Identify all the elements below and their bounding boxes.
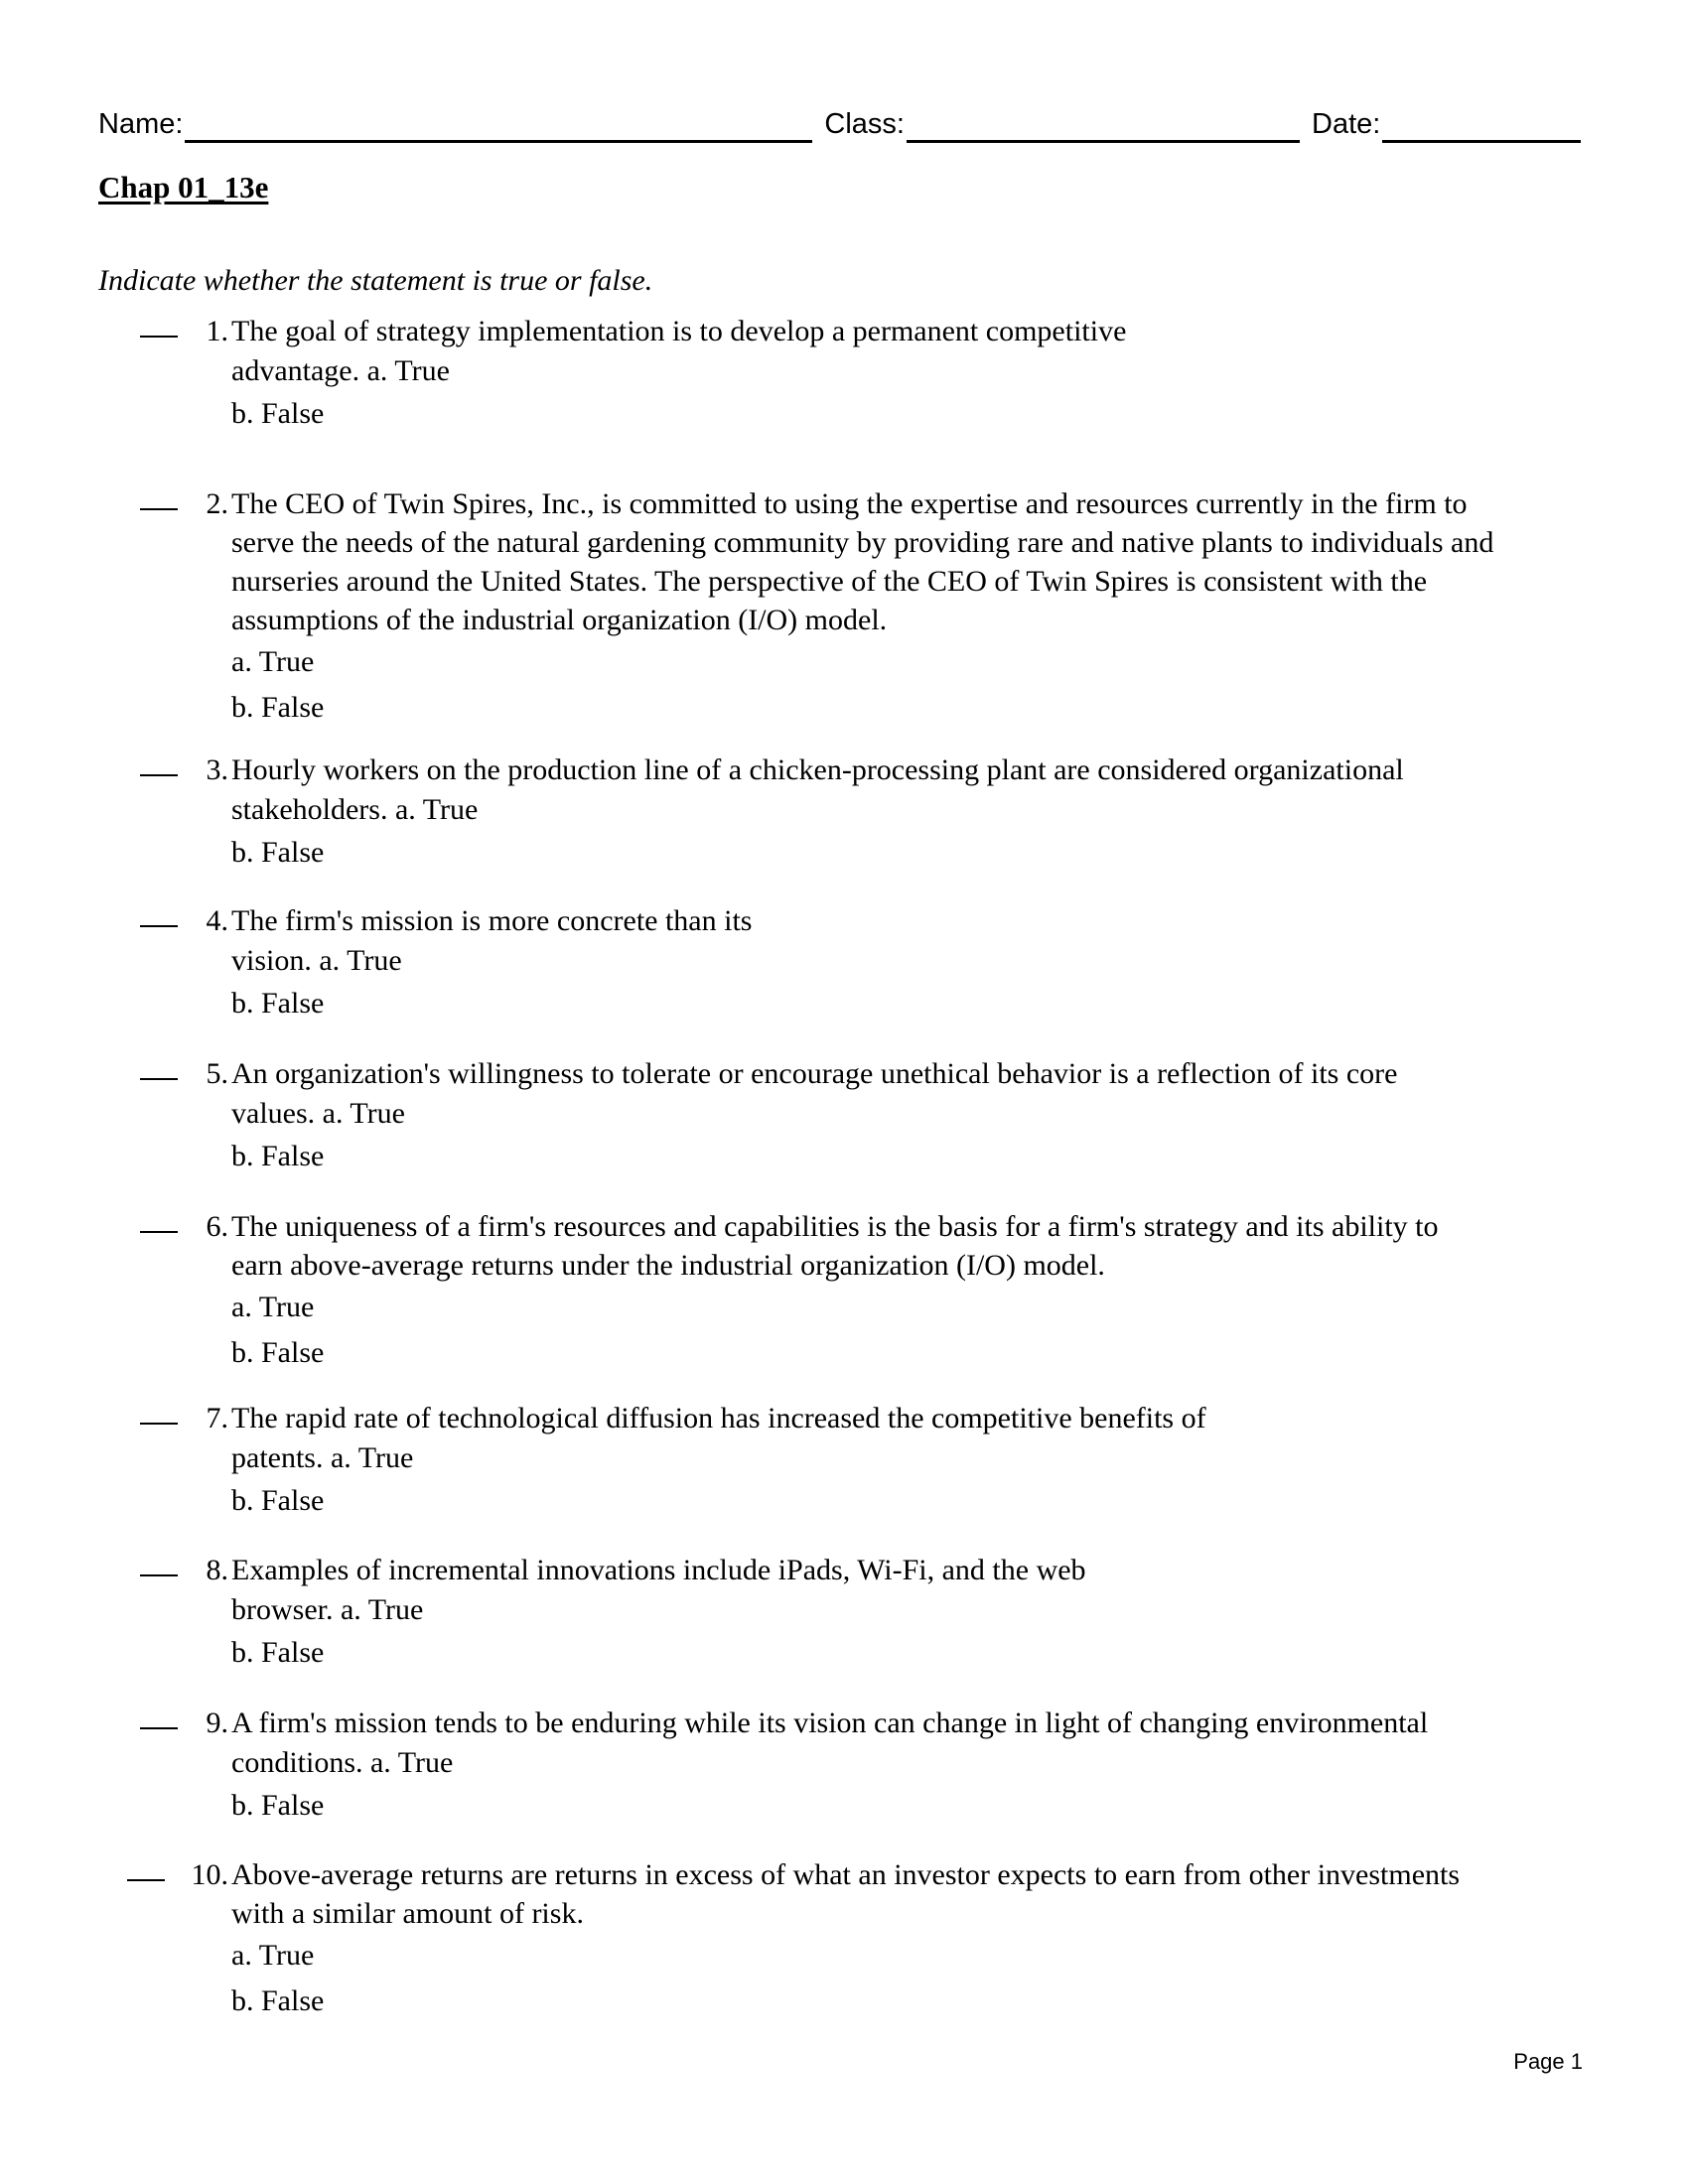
question-text-line: stakeholders. a. True (231, 793, 479, 826)
question-body (231, 901, 1562, 1026)
question-text-line: The CEO of Twin Spires, Inc., is committed to using the expertise and resources currently in the firm to (231, 487, 1468, 520)
question-number: 5. (206, 1057, 228, 1090)
question-number: 6. (206, 1210, 228, 1243)
question-text-line: The rapid rate of technological diffusion has increased the competitive benefits of (231, 1402, 1206, 1434)
answer-option: b. False (231, 1636, 325, 1669)
answer-option: b. False (231, 397, 325, 430)
page-title: Chap 01_13e (98, 170, 269, 205)
answer-option: b. False (231, 1140, 325, 1172)
answer-option: a. True (231, 1291, 315, 1323)
question-text-line: nurseries around the United States. The perspective of the CEO of Twin Spires is consistent with the (231, 565, 1428, 598)
answer-option: b. False (231, 836, 325, 869)
question-text-line: with a similar amount of risk. (231, 1897, 584, 1930)
question-text-line: Hourly workers on the production line of a chicken-processing plant are considered organizational (231, 753, 1404, 786)
question-body (231, 1399, 1562, 1524)
question-text-line: serve the needs of the natural gardening community by providing rare and native plants to individuals and (231, 526, 1494, 559)
question-text-line: The firm's mission is more concrete than its (231, 904, 753, 937)
question-text-line: advantage. a. True (231, 354, 450, 387)
question-text-line: Examples of incremental innovations include iPads, Wi-Fi, and the web (231, 1554, 1086, 1586)
question-text-line: patents. a. True (231, 1441, 414, 1474)
class-label: Class: (824, 108, 905, 140)
question-number: 9. (206, 1706, 228, 1739)
question-text-line: The uniqueness of a firm's resources and capabilities is the basis for a firm's strategy and its ability to (231, 1210, 1439, 1243)
student-info-header (98, 99, 1583, 143)
answer-option: b. False (231, 987, 325, 1020)
question-number: 8. (206, 1554, 228, 1586)
question-text-line: A firm's mission tends to be enduring while its vision can change in light of changing environmental (231, 1706, 1429, 1739)
name-blank (185, 110, 812, 143)
answer-option: a. True (231, 645, 315, 678)
question-text-line: browser. a. True (231, 1593, 424, 1626)
question-text-line: values. a. True (231, 1097, 405, 1130)
answer-option: b. False (231, 1336, 325, 1369)
question-body (231, 484, 1562, 731)
question-body (231, 1551, 1562, 1676)
question-number: 7. (206, 1402, 228, 1434)
instruction-text: Indicate whether the statement is true or false. (98, 264, 653, 297)
question-body (231, 1855, 1562, 2024)
answer-option: a. True (231, 1939, 315, 1972)
answer-option: b. False (231, 1484, 325, 1517)
question-text-line: An organization's willingness to tolerate or encourage unethical behavior is a reflection of its core (231, 1057, 1398, 1090)
answer-option: b. False (231, 1789, 325, 1822)
question-text-line: Above-average returns are returns in excess of what an investor expects to earn from other investments (231, 1858, 1461, 1891)
name-label: Name: (98, 108, 184, 140)
date-blank (1382, 110, 1581, 143)
question-number: 1. (206, 315, 228, 347)
question-text-line: conditions. a. True (231, 1746, 454, 1779)
question-text-line: vision. a. True (231, 944, 402, 977)
page-number: Page 1 (1513, 2049, 1583, 2074)
question-body (231, 1704, 1562, 1829)
answer-option: b. False (231, 691, 325, 724)
question-number: 3. (206, 753, 228, 786)
date-label: Date: (1312, 108, 1381, 140)
question-text-line: assumptions of the industrial organization (I/O) model. (231, 604, 888, 636)
question-number: 2. (206, 487, 228, 520)
question-text-line: earn above-average returns under the industrial organization (I/O) model. (231, 1249, 1105, 1282)
question-number: 10. (191, 1858, 228, 1891)
answer-option: b. False (231, 1984, 325, 2017)
question-body (231, 312, 1562, 437)
question-body (231, 751, 1562, 876)
question-body (231, 1054, 1562, 1179)
question-body (231, 1207, 1562, 1376)
class-blank (907, 110, 1300, 143)
question-text-line: The goal of strategy implementation is to develop a permanent competitive (231, 315, 1127, 347)
question-number: 4. (206, 904, 228, 937)
